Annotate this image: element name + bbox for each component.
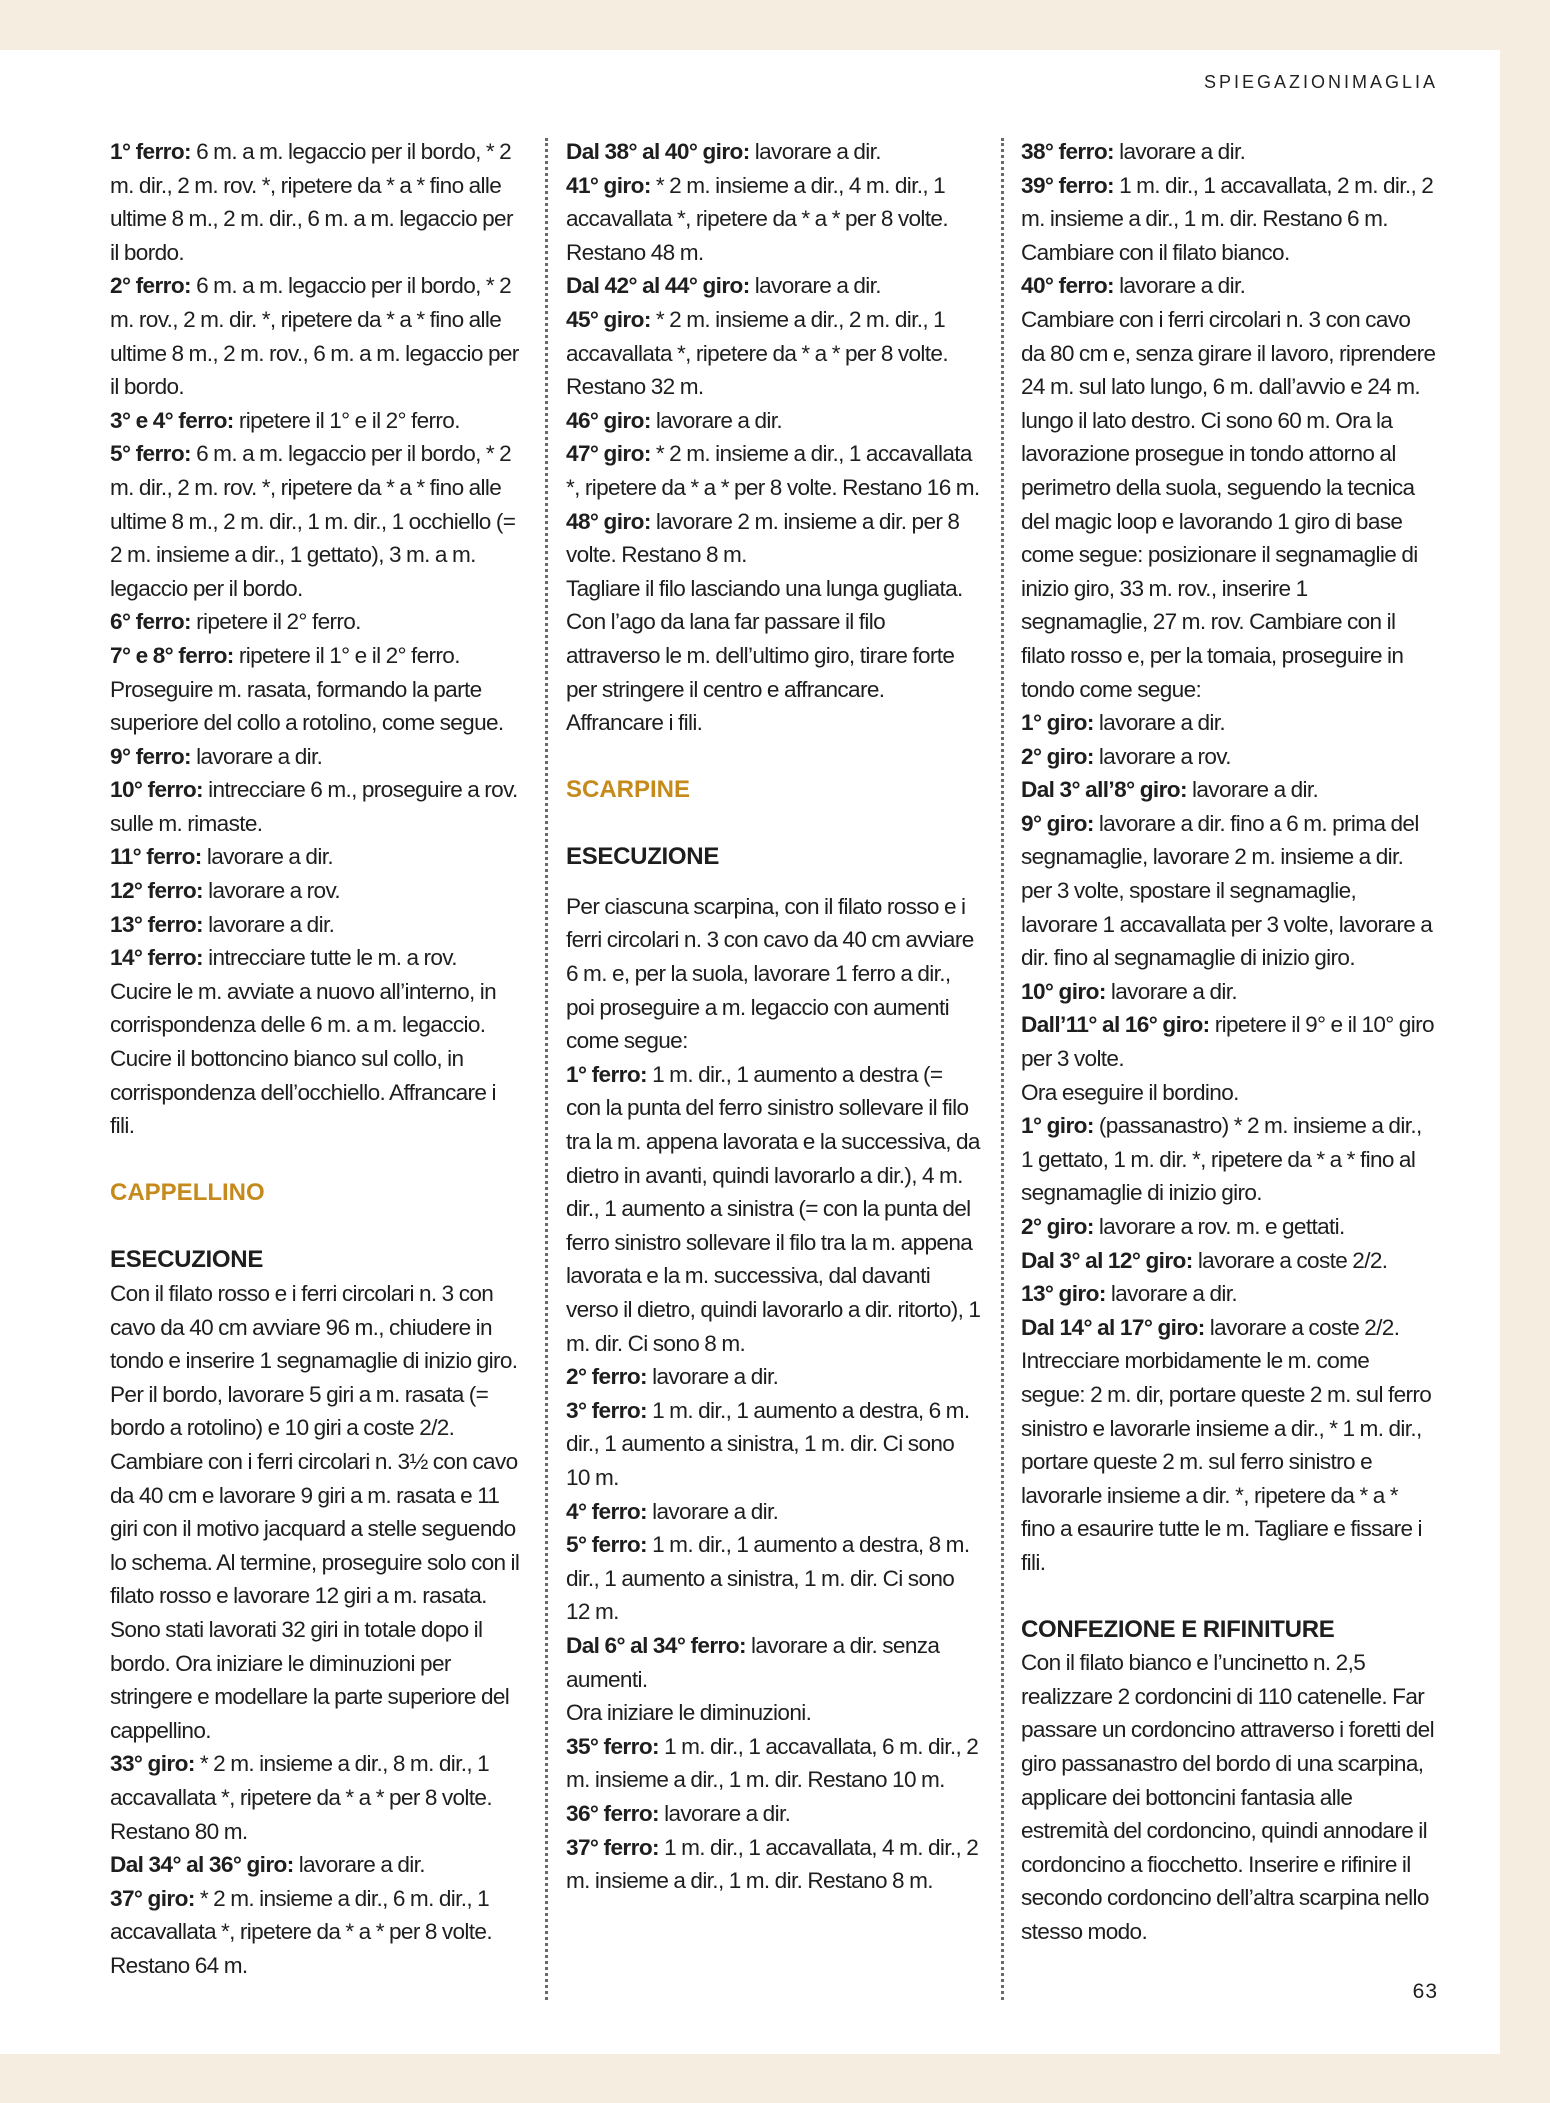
step-label: 2° ferro: — [566, 1364, 647, 1390]
step-text: lavorare a dir. — [1186, 777, 1319, 803]
step-text: lavorare a dir. — [1093, 710, 1226, 736]
step-text: lavorare a dir. fino a 6 m. prima del segnamaglie, lavorare 2 m. insieme a dir. per 3 volte, spostare il segnamaglie, lavorare 1 accavallata per 3 volte, lavorare a dir. fino al segnamaglie di inizio giro. — [1021, 810, 1433, 971]
step-text: 1 m. dir., 1 accavallata, 4 m. dir., 2 m. insieme a dir., 1 m. dir. Restano 8 m. — [566, 1834, 979, 1894]
step-label: 13° ferro: — [110, 911, 203, 937]
instruction-paragraph — [1021, 975, 1436, 1009]
step-label: 37° ferro: — [566, 1834, 659, 1860]
step-text: intrecciare tutte le m. a rov. — [202, 945, 457, 971]
instruction-paragraph — [1021, 1210, 1436, 1244]
step-label: 33° giro: — [110, 1751, 195, 1777]
step-text: lavorare a dir. — [293, 1852, 425, 1878]
step-text: lavorare a dir. — [658, 1800, 791, 1826]
instruction-paragraph — [110, 1882, 525, 1983]
step-label: 9° ferro: — [110, 743, 191, 769]
step-text: lavorare a dir. — [1113, 273, 1246, 299]
step-text: 1 m. dir., 1 aumento a destra, 6 m. dir., 1 aumento a sinistra, 1 m. dir. Ci sono 10 m. — [566, 1397, 970, 1490]
step-label: 5° ferro: — [566, 1532, 647, 1558]
step-text: intrecciare 6 m., proseguire a rov. sulle m. rimaste. — [110, 777, 518, 836]
step-label: Dal 6° al 34° ferro: — [566, 1632, 746, 1658]
step-label: Dal 38° al 40° giro: — [566, 139, 750, 164]
step-text: lavorare a rov. m. e gettati. — [1093, 1214, 1345, 1239]
step-label: 1° ferro: — [110, 139, 191, 164]
instruction-paragraph — [110, 673, 525, 740]
step-label: 9° giro: — [1021, 810, 1094, 836]
step-text: lavorare a coste 2/2. — [1192, 1247, 1388, 1273]
step-label: 46° giro: — [566, 407, 651, 433]
step-text: Tagliare il filo lasciando una lunga gugliata. Con l’ago da lana far passare il filo attraverso le m. dell’ultimo giro, tirare forte per stringere il centro e affrancare. Affrancare i fili. — [566, 575, 963, 736]
instruction-paragraph — [1021, 169, 1436, 270]
step-text: Ora iniziare le diminuzioni. — [566, 1700, 812, 1726]
step-text: 6 m. a m. legaccio per il bordo, * 2 m. dir., 2 m. rov. *, ripetere da * a * fino alle ultime 8 m., 2 m. dir., 1 m. dir., 1 occhiello (= 2 m. insieme a dir., 1 gettato), 3 m. a m. legaccio per il bordo. — [110, 441, 516, 601]
step-label: 45° giro: — [566, 306, 651, 332]
instruction-paragraph — [110, 740, 525, 774]
step-label: 14° ferro: — [110, 945, 203, 971]
instruction-paragraph — [1021, 1008, 1436, 1075]
magazine-page — [0, 50, 1500, 2054]
step-label: Dal 3° all’8° giro: — [1021, 777, 1187, 803]
step-text: lavorare a dir. — [749, 273, 881, 299]
instruction-paragraph — [1021, 303, 1436, 706]
step-label: 13° giro: — [1021, 1281, 1106, 1307]
instruction-paragraph — [566, 1058, 981, 1360]
instruction-paragraph — [1021, 773, 1436, 807]
step-label: 40° ferro: — [1021, 273, 1114, 299]
step-label: 38° ferro: — [1021, 139, 1114, 164]
step-text: ripetere il 9° e il 10° giro per 3 volte. — [1021, 1012, 1434, 1072]
step-label: 3° ferro: — [566, 1397, 647, 1423]
step-text: lavorare 2 m. insieme a dir. per 8 volte. Restano 8 m. — [566, 508, 960, 568]
step-text: lavorare a dir. — [646, 1364, 779, 1390]
step-text: 6 m. a m. legaccio per il bordo, * 2 m. dir., 2 m. rov. *, ripetere da * a * fino alle ultime 8 m., 2 m. dir., 6 m. a m. legaccio per il bordo. — [110, 139, 513, 265]
instruction-paragraph — [566, 1360, 981, 1394]
instruction-paragraph — [1021, 135, 1436, 169]
instruction-paragraph — [566, 135, 981, 169]
instruction-paragraph — [110, 975, 525, 1143]
instruction-paragraph — [566, 404, 981, 438]
step-text: lavorare a dir. — [650, 407, 783, 433]
instruction-paragraph — [566, 1528, 981, 1629]
step-text: lavorare a dir. — [646, 1498, 779, 1524]
page-number: 63 — [1412, 1980, 1438, 2003]
instruction-paragraph — [566, 1797, 981, 1831]
instruction-paragraph — [566, 1730, 981, 1797]
instruction-paragraph — [110, 605, 525, 639]
instruction-paragraph — [566, 505, 981, 572]
step-label: 6° ferro: — [110, 609, 191, 635]
instruction-paragraph — [1021, 269, 1436, 303]
instruction-paragraph — [110, 908, 525, 942]
step-text: lavorare a dir. — [190, 743, 323, 769]
instruction-paragraph — [566, 169, 981, 270]
instruction-paragraph — [1021, 1646, 1436, 1948]
instruction-paragraph — [110, 840, 525, 874]
step-text: lavorare a dir. — [1105, 978, 1238, 1004]
step-label: 47° giro: — [566, 441, 651, 467]
step-text: lavorare a dir. — [1113, 139, 1246, 164]
instruction-paragraph — [1021, 1311, 1436, 1345]
instruction-paragraph — [1021, 1076, 1436, 1110]
step-text: 1 m. dir., 1 accavallata, 6 m. dir., 2 m. insieme a dir., 1 m. dir. Restano 10 m. — [566, 1733, 979, 1793]
step-text: lavorare a dir. — [201, 844, 333, 870]
instruction-paragraph — [110, 1848, 525, 1882]
step-text: lavorare a dir. — [1105, 1281, 1238, 1307]
step-text: Cucire le m. avviate a nuovo all’interno, in corrispondenza delle 6 m. a m. legaccio. Cucire il bottoncino bianco sul collo, in corrispondenza dell’occhiello. Affrancare i fili. — [110, 978, 497, 1139]
step-label: 39° ferro: — [1021, 172, 1114, 198]
step-text: 1 m. dir., 1 aumento a destra (= con la punta del ferro sinistro sollevare il filo tra la m. appena lavorata e la successiva, da dietro in avanti, quindi lavorarlo a dir.), 4 m. dir., 1 aumento a sinistra (= con la punta del ferro sinistro sollevare il filo tra la m. appena lavorata e la m. successiva, dal davanti verso il dietro, quindi lavorarlo a dir. ritorto), 1 m. dir. Ci sono 8 m. — [566, 1061, 981, 1356]
instruction-paragraph — [110, 1747, 525, 1848]
instruction-paragraph — [110, 437, 525, 605]
step-label: 1° giro: — [1021, 1113, 1094, 1139]
instruction-paragraph — [1021, 706, 1436, 740]
step-text: Per ciascuna scarpina, con il filato rosso e i ferri circolari n. 3 con cavo da 40 cm avviare 6 m. e, per la suola, lavorare 1 ferro a dir., poi proseguire a m. legaccio con aumenti come segue: — [566, 893, 974, 1054]
step-text: Ora eseguire il bordino. — [1021, 1079, 1239, 1105]
step-text: * 2 m. insieme a dir., 2 m. dir., 1 accavallata *, ripetere da * a * per 8 volte. Restano 32 m. — [566, 306, 948, 400]
step-text: Con il filato rosso e i ferri circolari n. 3 con cavo da 40 cm avviare 96 m., chiudere in tondo e inserire 1 segnamaglie di inizio giro. Per il bordo, lavorare 5 giri a m. rasata (= bordo a rotolino) e 10 giri a coste 2/2. Cambiare con i ferri circolari n. 3½ con cavo da 40 cm e lavorare 9 giri a m. rasata e 11 giri con il motivo jacquard a stelle seguendo lo schema. Al termine, proseguire solo con il filato rosso e lavorare 12 giri a m. rasata. Sono stati lavorati 32 giri in totale dopo il bordo. Ora iniziare le diminuzioni per stringere e modellare la parte superiore del cappellino. — [110, 1281, 520, 1743]
step-label: 12° ferro: — [110, 878, 203, 904]
step-label: Dall’11° al 16° giro: — [1021, 1012, 1210, 1038]
step-label: Dal 42° al 44° giro: — [566, 273, 750, 299]
instruction-paragraph — [110, 874, 525, 908]
instruction-paragraph — [110, 773, 525, 840]
step-text: lavorare a dir. senza aumenti. — [566, 1632, 940, 1692]
step-label: 4° ferro: — [566, 1498, 647, 1524]
step-label: Dal 3° al 12° giro: — [1021, 1247, 1193, 1273]
step-text: Proseguire m. rasata, formando la parte superiore del collo a rotolino, come segue. — [110, 676, 504, 736]
instruction-paragraph — [566, 269, 981, 303]
text-column-3 — [1021, 135, 1436, 1948]
instruction-paragraph — [566, 890, 981, 1058]
instruction-paragraph — [566, 437, 981, 504]
step-text: lavorare a dir. — [749, 139, 881, 164]
step-text: 1 m. dir., 1 accavallata, 2 m. dir., 2 m. insieme a dir., 1 m. dir. Restano 6 m. Cambiare con il filato bianco. — [1021, 172, 1434, 265]
instruction-paragraph — [1021, 807, 1436, 975]
step-text: * 2 m. insieme a dir., 1 accavallata *, ripetere da * a * per 8 volte. Restano 16 m. — [566, 441, 980, 500]
text-column-1 — [110, 135, 525, 1982]
instruction-paragraph — [566, 303, 981, 404]
instruction-paragraph — [110, 941, 525, 975]
instruction-paragraph — [1021, 740, 1436, 774]
subsection-title: CONFEZIONE E RIFINITURE — [1021, 1615, 1335, 1643]
step-label: 2° giro: — [1021, 1214, 1094, 1239]
step-label: 3° e 4° ferro: — [110, 407, 234, 433]
step-label: 36° ferro: — [566, 1800, 659, 1826]
instruction-paragraph — [110, 404, 525, 438]
step-label: 7° e 8° ferro: — [110, 642, 234, 668]
step-text: Cambiare con i ferri circolari n. 3 con cavo da 80 cm e, senza girare il lavoro, riprendere 24 m. sul lato lungo, 6 m. dall’avvio e 24 m. lungo il lato destro. Ci sono 60 m. Ora la lavorazione prosegue in tondo attorno al perimetro della suola, seguendo la tecnica del magic loop e lavorando 1 giro di base come segue: posizionare il segnamaglie di inizio giro, 33 m. rov., inserire 1 segnamaglie, 27 m. rov. Cambiare con il filato rosso e, per la tomaia, proseguire in tondo come segue: — [1021, 306, 1436, 702]
instruction-paragraph — [1021, 1344, 1436, 1579]
step-label: 48° giro: — [566, 508, 651, 534]
instruction-paragraph — [1021, 1277, 1436, 1311]
step-text: ripetere il 1° e il 2° ferro. — [233, 642, 460, 668]
instruction-paragraph — [566, 1696, 981, 1730]
step-label: 35° ferro: — [566, 1733, 659, 1759]
step-text: * 2 m. insieme a dir., 4 m. dir., 1 accavallata *, ripetere da * a * per 8 volte. Restano 48 m. — [566, 172, 948, 265]
step-label: Dal 34° al 36° giro: — [110, 1852, 294, 1878]
instruction-paragraph — [566, 1394, 981, 1495]
subsection-title: ESECUZIONE — [110, 1246, 264, 1274]
step-text: 1 m. dir., 1 aumento a destra, 8 m. dir., 1 aumento a sinistra, 1 m. dir. Ci sono 12 m. — [566, 1532, 970, 1625]
step-label: 11° ferro: — [110, 844, 202, 870]
step-text: lavorare a rov. — [1093, 743, 1231, 769]
instruction-paragraph — [1021, 1244, 1436, 1278]
instruction-paragraph — [566, 1629, 981, 1696]
step-label: Dal 14° al 17° giro: — [1021, 1314, 1205, 1340]
step-text: lavorare a rov. — [202, 878, 341, 904]
step-label: 10° giro: — [1021, 978, 1106, 1004]
instruction-paragraph — [110, 1277, 525, 1747]
step-text: 6 m. a m. legaccio per il bordo, * 2 m. rov., 2 m. dir. *, ripetere da * a * fino alle ultime 8 m., 2 m. rov., 6 m. a m. legaccio per il bordo. — [110, 273, 519, 400]
step-text: lavorare a dir. — [202, 911, 335, 937]
column-divider — [1001, 138, 1004, 2000]
section-title: SCARPINE — [566, 775, 691, 803]
instruction-paragraph — [1021, 1109, 1436, 1210]
step-text: lavorare a coste 2/2. — [1204, 1314, 1400, 1340]
step-text: ripetere il 1° e il 2° ferro. — [233, 407, 460, 433]
instruction-paragraph — [110, 135, 525, 269]
instruction-paragraph — [566, 1495, 981, 1529]
instruction-paragraph — [566, 572, 981, 740]
step-text: * 2 m. insieme a dir., 6 m. dir., 1 accavallata *, ripetere da * a * per 8 volte. Restano 64 m. — [110, 1885, 492, 1978]
step-label: 37° giro: — [110, 1885, 195, 1911]
subsection-title: ESECUZIONE — [566, 843, 720, 871]
step-text: Con il filato bianco e l’uncinetto n. 2,5 realizzare 2 cordoncini di 110 catenelle. Far passare un cordoncino attraverso i foretti del giro passanastro del bordo di una scarpina, applicare dei bottoncini fantasia alle estremità del cordoncino, quindi annodare il cordoncino a fiocchetto. Inserire e rifinire il secondo cordoncino dell’altra scarpina nello stesso modo. — [1021, 1650, 1434, 1944]
step-text: ripetere il 2° ferro. — [190, 609, 361, 635]
step-text: (passanastro) * 2 m. insieme a dir., 1 gettato, 1 m. dir. *, ripetere da * a * fino al segnamaglie di inizio giro. — [1021, 1113, 1422, 1206]
step-label: 1° ferro: — [566, 1061, 647, 1087]
instruction-paragraph — [110, 639, 525, 673]
step-text: Intrecciare morbidamente le m. come segue: 2 m. dir, portare queste 2 m. sul ferro sinistro e lavorarle insieme a dir., * 1 m. dir., portare queste 2 m. sul ferro sinistro e lavorarle insieme a dir. *, ripetere da * a * fino a esaurire tutte le m. Tagliare e fissare i fili. — [1021, 1348, 1432, 1575]
step-label: 10° ferro: — [110, 777, 203, 803]
step-label: 2° giro: — [1021, 743, 1094, 769]
step-text: * 2 m. insieme a dir., 8 m. dir., 1 accavallata *, ripetere da * a * per 8 volte. Restano 80 m. — [110, 1751, 492, 1844]
instruction-paragraph — [566, 1831, 981, 1898]
step-label: 41° giro: — [566, 172, 651, 198]
section-title: CAPPELLINO — [110, 1178, 265, 1206]
text-column-2 — [566, 135, 981, 1898]
section-header: SPIEGAZIONIMAGLIA — [1203, 72, 1438, 92]
instruction-paragraph — [110, 269, 525, 403]
column-divider — [545, 138, 548, 2000]
step-label: 5° ferro: — [110, 441, 191, 467]
step-label: 2° ferro: — [110, 273, 191, 299]
step-label: 1° giro: — [1021, 710, 1094, 736]
